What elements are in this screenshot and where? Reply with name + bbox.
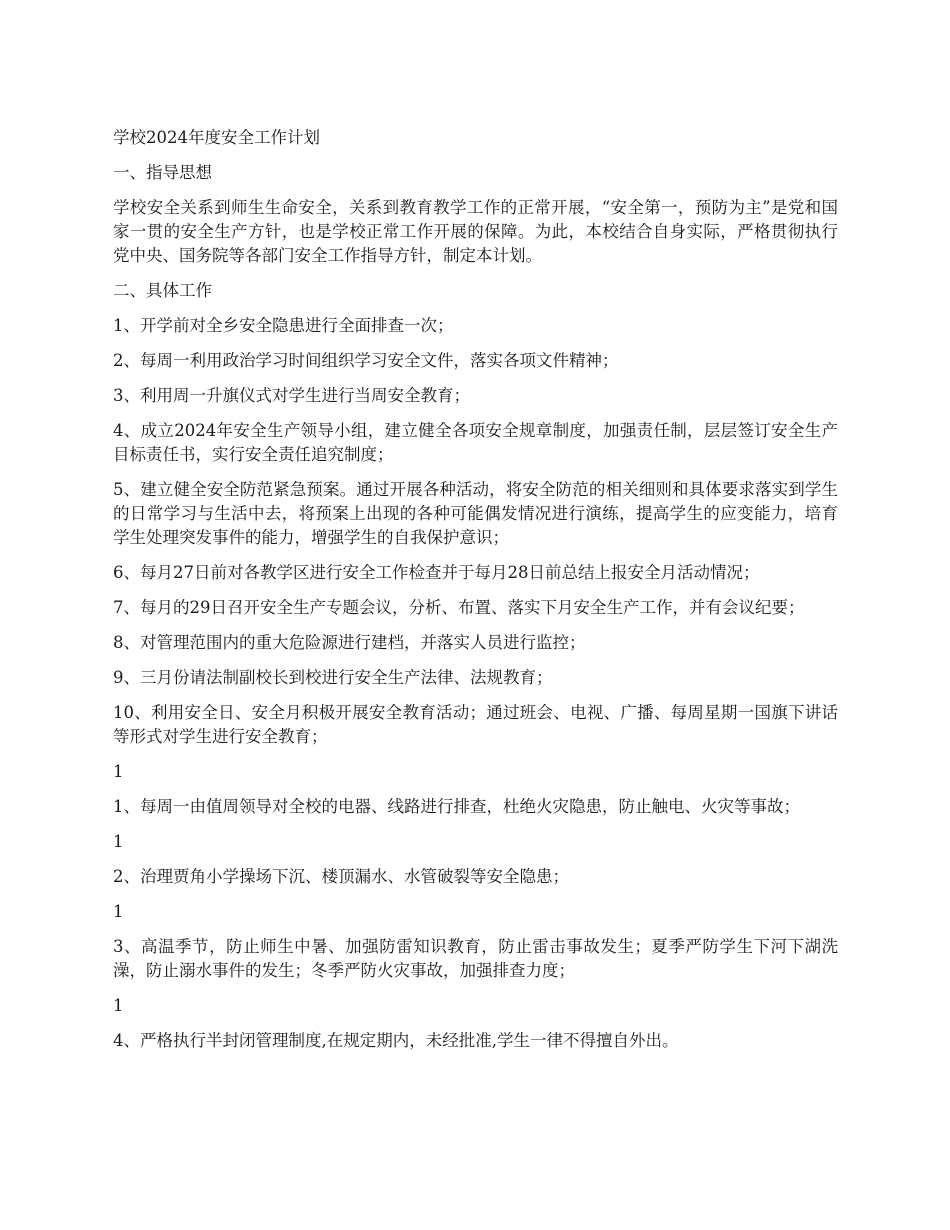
work-item-2: 2、每周一利用政治学习时间组织学习安全文件，落实各项文件精神；	[113, 351, 619, 370]
work-item-7: 7、每月的29日召开安全生产专题会议，分析、布置、落实下月安全生产工作，并有会议纪要；	[113, 598, 805, 617]
work-item-4: 4、成立2024年安全生产领导小组，建立健全各项安全规章制度，加强责任制，层层签订安全生产目标责任书，实行安全责任追究制度；	[113, 421, 838, 464]
sub-item-3: 3、高温季节，防止师生中暑、加强防雷知识教育，防止雷击事故发生；夏季严防学生下河下湖洗澡，防止溺水事件的发生；冬季严防火灾事故，加强排查力度；	[113, 937, 838, 980]
sub-item-1: 1、每周一由值周领导对全校的电器、线路进行排查，杜绝火灾隐患，防止触电、火灾等事故；	[113, 797, 800, 816]
marker-line: 1	[113, 996, 124, 1015]
sub-item-4: 4、严格执行半封闭管理制度,在规定期内，未经批准,学生一律不得擅自外出。	[113, 1031, 679, 1050]
marker-line: 1	[113, 832, 124, 851]
work-item-8: 8、对管理范围内的重大危险源进行建档，并落实人员进行监控；	[113, 633, 586, 652]
work-item-10: 10、利用安全日、安全月积极开展安全教育活动；通过班会、电视、广播、每周星期一国旗下讲话等形式对学生进行安全教育；	[113, 703, 838, 746]
work-item-1: 1、开学前对全乡安全隐患进行全面排查一次；	[113, 316, 454, 335]
work-item-5: 5、建立健全安全防范紧急预案。通过开展各种活动，将安全防范的相关细则和具体要求落实到学生的日常学习与生活中去，将预案上出现的各种可能偶发情况进行演练，提高学生的应变能力，培育学生处理突发事件的能力，增强学生的自我保护意识；	[113, 480, 838, 547]
section-heading-specific-work: 二、具体工作	[113, 281, 212, 300]
work-item-9: 9、三月份请法制副校长到校进行安全生产法律、法规教育；	[113, 668, 553, 687]
marker-line: 1	[113, 902, 124, 921]
work-item-3: 3、利用周一升旗仪式对学生进行当周安全教育；	[113, 386, 470, 405]
document-title: 学校2024年度安全工作计划	[113, 128, 320, 147]
marker-line: 1	[113, 762, 124, 781]
paragraph-guiding-ideology: 学校安全关系到师生生命安全，关系到教育教学工作的正常开展，“安全第一，预防为主”是党和国家一贯的安全生产方针，也是学校正常工作开展的保障。为此，本校结合自身实际，严格贯彻执行党中央、国务院等各部门安全工作指导方针，制定本计划。	[113, 198, 838, 265]
sub-item-2: 2、治理贾角小学操场下沉、楼顶漏水、水管破裂等安全隐患；	[113, 867, 569, 886]
document-body	[113, 126, 838, 1064]
work-item-6: 6、每月27日前对各教学区进行安全工作检查并于每月28日前总结上报安全月活动情况；	[113, 563, 760, 582]
section-heading-guiding-ideology: 一、指导思想	[113, 163, 212, 182]
